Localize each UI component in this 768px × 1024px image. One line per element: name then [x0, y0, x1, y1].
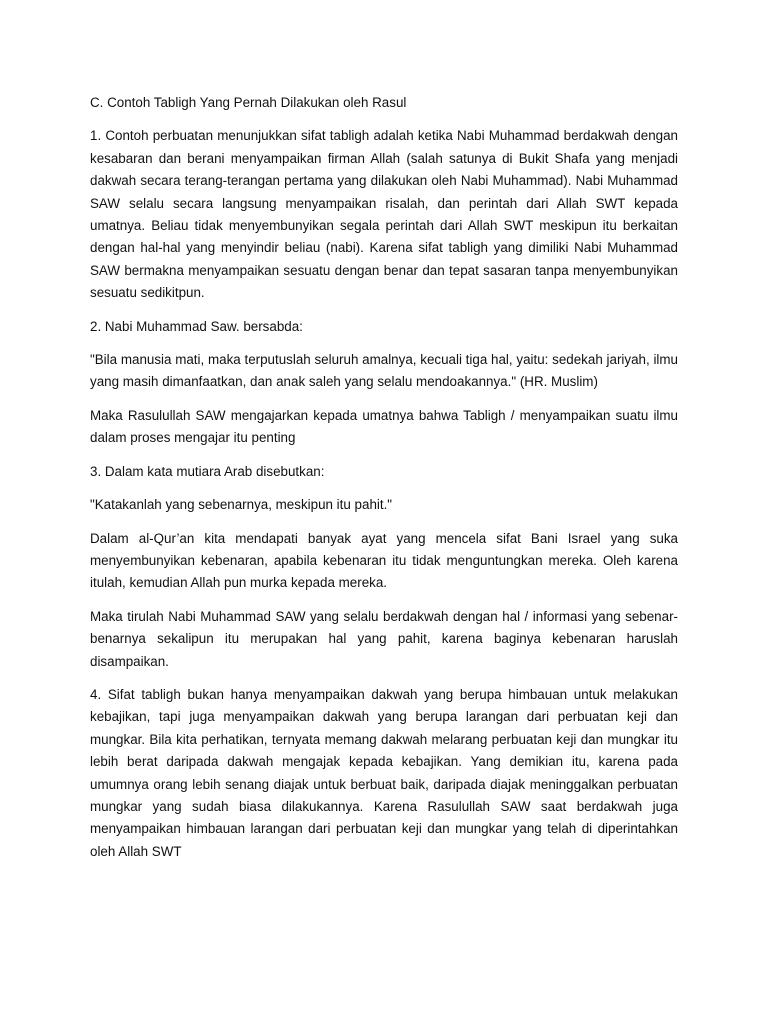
paragraph-7: Dalam al-Qur’an kita mendapati banyak ayat yang mencela sifat Bani Israel yang suka menyembunyikan kebenaran, apabila kebenaran itu tidak menguntungkan mereka. Oleh karena itulah, kemudian Allah pun murka kepada mereka.	[90, 530, 678, 591]
document-body	[90, 92, 678, 874]
paragraph-2: 2. Nabi Muhammad Saw. bersabda:	[90, 318, 303, 334]
paragraph-9: 4. Sifat tabligh bukan hanya menyampaikan dakwah yang berupa himbauan untuk melakukan kebajikan, tapi juga menyampaikan dakwah yang berupa larangan dari perbuatan keji dan mungkar. Bila kita perhatikan, ternyata memang dakwah melarang perbuatan keji dan mungkar itu lebih berat daripada dakwah mengajak kepada kebajikan. Yang demikian itu, karena pada umumnya orang lebih senang diajak untuk berbuat baik, daripada diajak meninggalkan perbuatan mungkar yang sudah biasa dilakukannya. Karena Rasulullah SAW saat berdakwah juga menyampaikan himbauan larangan dari perbuatan keji dan mungkar yang telah di diperintahkan oleh Allah SWT	[90, 686, 678, 859]
paragraph-4: Maka Rasulullah SAW mengajarkan kepada umatnya bahwa Tabligh / menyampaikan suatu ilmu dalam proses mengajar itu penting	[90, 407, 678, 446]
paragraph-6-quote: "Katakanlah yang sebenarnya, meskipun itu pahit."	[90, 497, 393, 513]
section-heading: C. Contoh Tabligh Yang Pernah Dilakukan oleh Rasul	[90, 95, 407, 110]
paragraph-1: 1. Contoh perbuatan menunjukkan sifat tabligh adalah ketika Nabi Muhammad berdakwah dengan kesabaran dan berani menyampaikan firman Allah (salah satunya di Bukit Shafa yang menjadi dakwah secara terang-terangan pertama yang dilakukan oleh Nabi Muhammad). Nabi Muhammad SAW selalu secara langsung menyampaikan risalah, dan perintah dari Allah SWT kepada umatnya. Beliau tidak menyembunyikan segala perintah dari Allah SWT meskipun itu berkaitan dengan hal-hal yang menyindir beliau (nabi). Karena sifat tabligh yang dimiliki Nabi Muhammad SAW bermakna menyampaikan sesuatu dengan benar dan tepat sasaran tanpa menyembunyikan sesuatu sedikitpun.	[90, 128, 678, 301]
paragraph-8: Maka tirulah Nabi Muhammad SAW yang selalu berdakwah dengan hal / informasi yang sebenar-benarnya sekalipun itu merupakan hal yang pahit, karena baginya kebenaran haruslah disampaikan.	[90, 608, 678, 669]
paragraph-3-quote: "Bila manusia mati, maka terputuslah seluruh amalnya, kecuali tiga hal, yaitu: sedekah jariyah, ilmu yang masih dimanfaatkan, dan anak saleh yang selalu mendoakannya." (HR. Muslim)	[90, 352, 678, 390]
paragraph-5: 3. Dalam kata mutiara Arab disebutkan:	[90, 463, 325, 479]
